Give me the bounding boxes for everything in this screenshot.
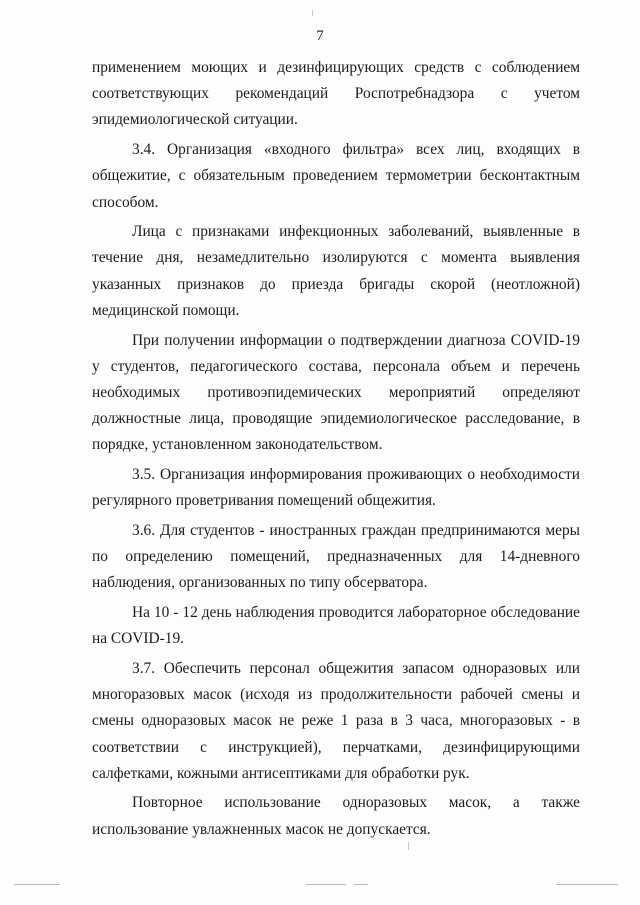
footer-divider-right [556, 884, 618, 885]
paragraph-section-3-4: 3.4. Организация «входного фильтра» всех лиц, входящих в общежитие, с обязательным проведением термометрии бесконтактным способом. [92, 141, 580, 211]
footer-divider-left [14, 884, 60, 885]
paragraph-section-3-6: 3.6. Для студентов - иностранных граждан предпринимаются меры по определению помещений, предназначенных для 14-дневного наблюдения, организованных по типу обсерватора. [92, 521, 580, 592]
page-number: 7 [316, 28, 324, 44]
scan-artifact [408, 842, 409, 850]
scan-artifact [312, 10, 313, 16]
paragraph-section-3-5: 3.5. Организация информирования проживающих о необходимости регулярного проветривания помещений общежития. [92, 466, 580, 510]
paragraph-mask-reuse: Повторное использование одноразовых масок, а также использование увлажненных масок не допускается. [92, 794, 580, 838]
paragraph-covid-diagnosis: При получении информации о подтверждении диагноза COVID-19 у студентов, педагогического состава, персонала объем и перечень необходимых противоэпидемических мероприятий определяют должностные лица, проводящие эпидемиологическое расследование, в порядке, установленном законодательством. [92, 331, 580, 454]
paragraph-lab-testing: На 10 - 12 день наблюдения проводится лабораторное обследование на COVID-19. [92, 604, 580, 648]
footer-divider-center [306, 884, 346, 885]
footer-divider-center-short [354, 884, 368, 885]
document-body [92, 55, 580, 846]
paragraph-section-3-7: 3.7. Обеспечить персонал общежития запасом одноразовых или многоразовых масок (исходя из продолжительности рабочей смены и смены одноразовых масок не реже 1 раза в 3 часа, многоразовых - в соответствии с инструкцией), перчатками, дезинфицирующими салфетками, кожными антисептиками для обработки рук. [92, 659, 580, 782]
paragraph-isolation: Лица с признаками инфекционных заболеваний, выявленные в течение дня, незамедлительно изолируются с момента выявления указанных признаков до приезда бригады скорой (неотложной) медицинской помощи. [92, 223, 580, 319]
paragraph-continuation: применением моющих и дезинфицирующих средств с соблюдением соответствующих рекомендаций Роспотребнадзора с учетом эпидемиологической ситуации. [92, 59, 580, 129]
